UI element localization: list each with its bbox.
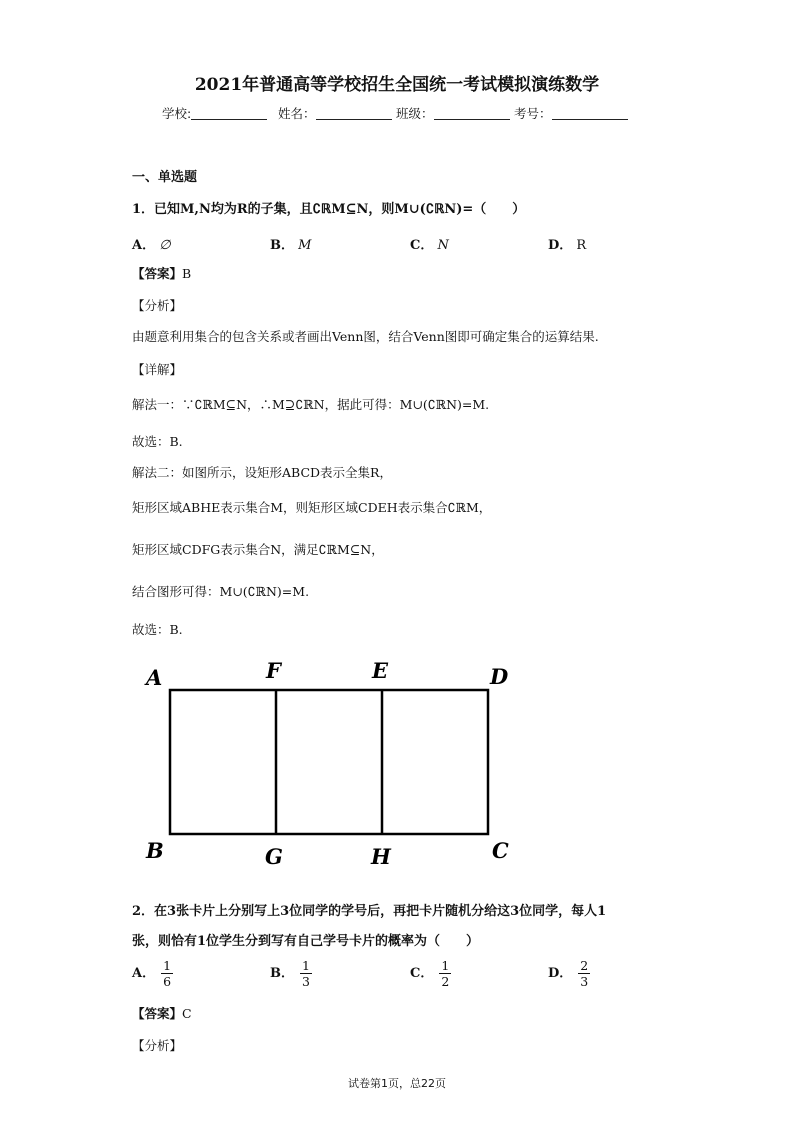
fraction	[578, 958, 590, 989]
answer-label: 【答案】	[132, 266, 183, 281]
q1-analysis-text: 由题意利用集合的包含关系或者画出Venn图，结合Venn图即可确定集合的运算结果.	[132, 329, 599, 344]
numerator: 1	[441, 958, 450, 973]
q1-detail-line: 结合图形可得：M∪(∁ℝN)=M.	[132, 584, 310, 599]
numerator: 1	[163, 958, 172, 973]
q1-detail-line: 解法一：∵∁ℝM⊆N，∴M⊇∁ℝN，据此可得：M∪(∁ℝN)=M.	[132, 397, 490, 412]
option-key: A．	[132, 238, 156, 253]
q2-stem-line2: 张，则恰有1位学生分到写有自己学号卡片的概率为（ ）	[132, 934, 480, 949]
q2-option-b[interactable]	[270, 958, 312, 989]
numerator: 1	[302, 958, 310, 973]
q2-analysis-label: 【分析】	[132, 1038, 183, 1053]
q1-stem: 1．已知M,N均为R的子集，且∁ℝM⊆N，则M∪(∁ℝN)=（ ）	[132, 202, 526, 217]
q2-stem-line1: 2．在3张卡片上分别写上3位同学的学号后，再把卡片随机分给这3位同学，每人1	[132, 904, 607, 919]
q1-detail-line: 故选：B.	[132, 622, 183, 637]
q2-option-d[interactable]	[548, 958, 590, 989]
q2-answer	[132, 1004, 192, 1022]
label-b: B	[146, 838, 164, 863]
label-h: H	[371, 844, 391, 869]
label-c: C	[492, 838, 509, 863]
rectangle-abcd	[170, 690, 488, 834]
page-title: 2021年普通高等学校招生全国统一考试模拟演练数学	[194, 75, 600, 95]
q1-detail-line: 矩形区域CDFG表示集合N，满足∁ℝM⊆N，	[132, 542, 384, 557]
label-f: F	[266, 658, 281, 683]
denominator: 3	[580, 974, 589, 989]
numerator: 2	[580, 958, 589, 973]
option-key: B．	[270, 966, 294, 981]
page-footer: 试卷第1页，总22页	[348, 1077, 446, 1090]
label-g: G	[265, 844, 283, 869]
answer-value: B	[182, 266, 192, 281]
answer-label: 【答案】	[132, 1006, 183, 1021]
denominator: 2	[441, 974, 450, 989]
answer-value: C	[182, 1006, 192, 1021]
option-key: B．	[270, 238, 294, 253]
school-label: 学校:	[162, 106, 192, 121]
q2-option-c[interactable]	[410, 958, 451, 989]
option-key: D．	[548, 238, 573, 253]
class-label: 班级：	[396, 106, 434, 121]
q1-detail-line: 解法二：如图所示，设矩形ABCD表示全集R，	[132, 465, 392, 480]
fraction	[300, 958, 312, 989]
denominator: 6	[163, 974, 172, 989]
option-key: A．	[132, 966, 156, 981]
option-key: C．	[410, 238, 434, 253]
option-value: R	[576, 238, 587, 253]
fraction	[161, 958, 173, 989]
label-e: E	[372, 658, 389, 683]
option-key: C．	[410, 966, 434, 981]
option-key: D．	[548, 966, 573, 981]
option-value: M	[298, 238, 312, 253]
option-value: N	[437, 238, 449, 253]
name-label: 姓名：	[278, 106, 316, 121]
q1-analysis-label: 【分析】	[132, 298, 183, 313]
q1-detail-label: 【详解】	[132, 362, 183, 377]
option-value: ∅	[159, 238, 171, 253]
q1-detail-line: 故选：B.	[132, 434, 183, 449]
label-a: A	[146, 665, 163, 690]
q2-option-a[interactable]	[132, 958, 173, 989]
denominator: 3	[302, 974, 310, 989]
q1-detail-line: 矩形区域ABHE表示集合M，则矩形区域CDEH表示集合∁ℝM，	[132, 500, 492, 515]
section-heading: 一、单选题	[132, 170, 198, 185]
label-d: D	[490, 664, 509, 689]
fraction	[439, 958, 451, 989]
number-label: 考号：	[514, 106, 552, 121]
